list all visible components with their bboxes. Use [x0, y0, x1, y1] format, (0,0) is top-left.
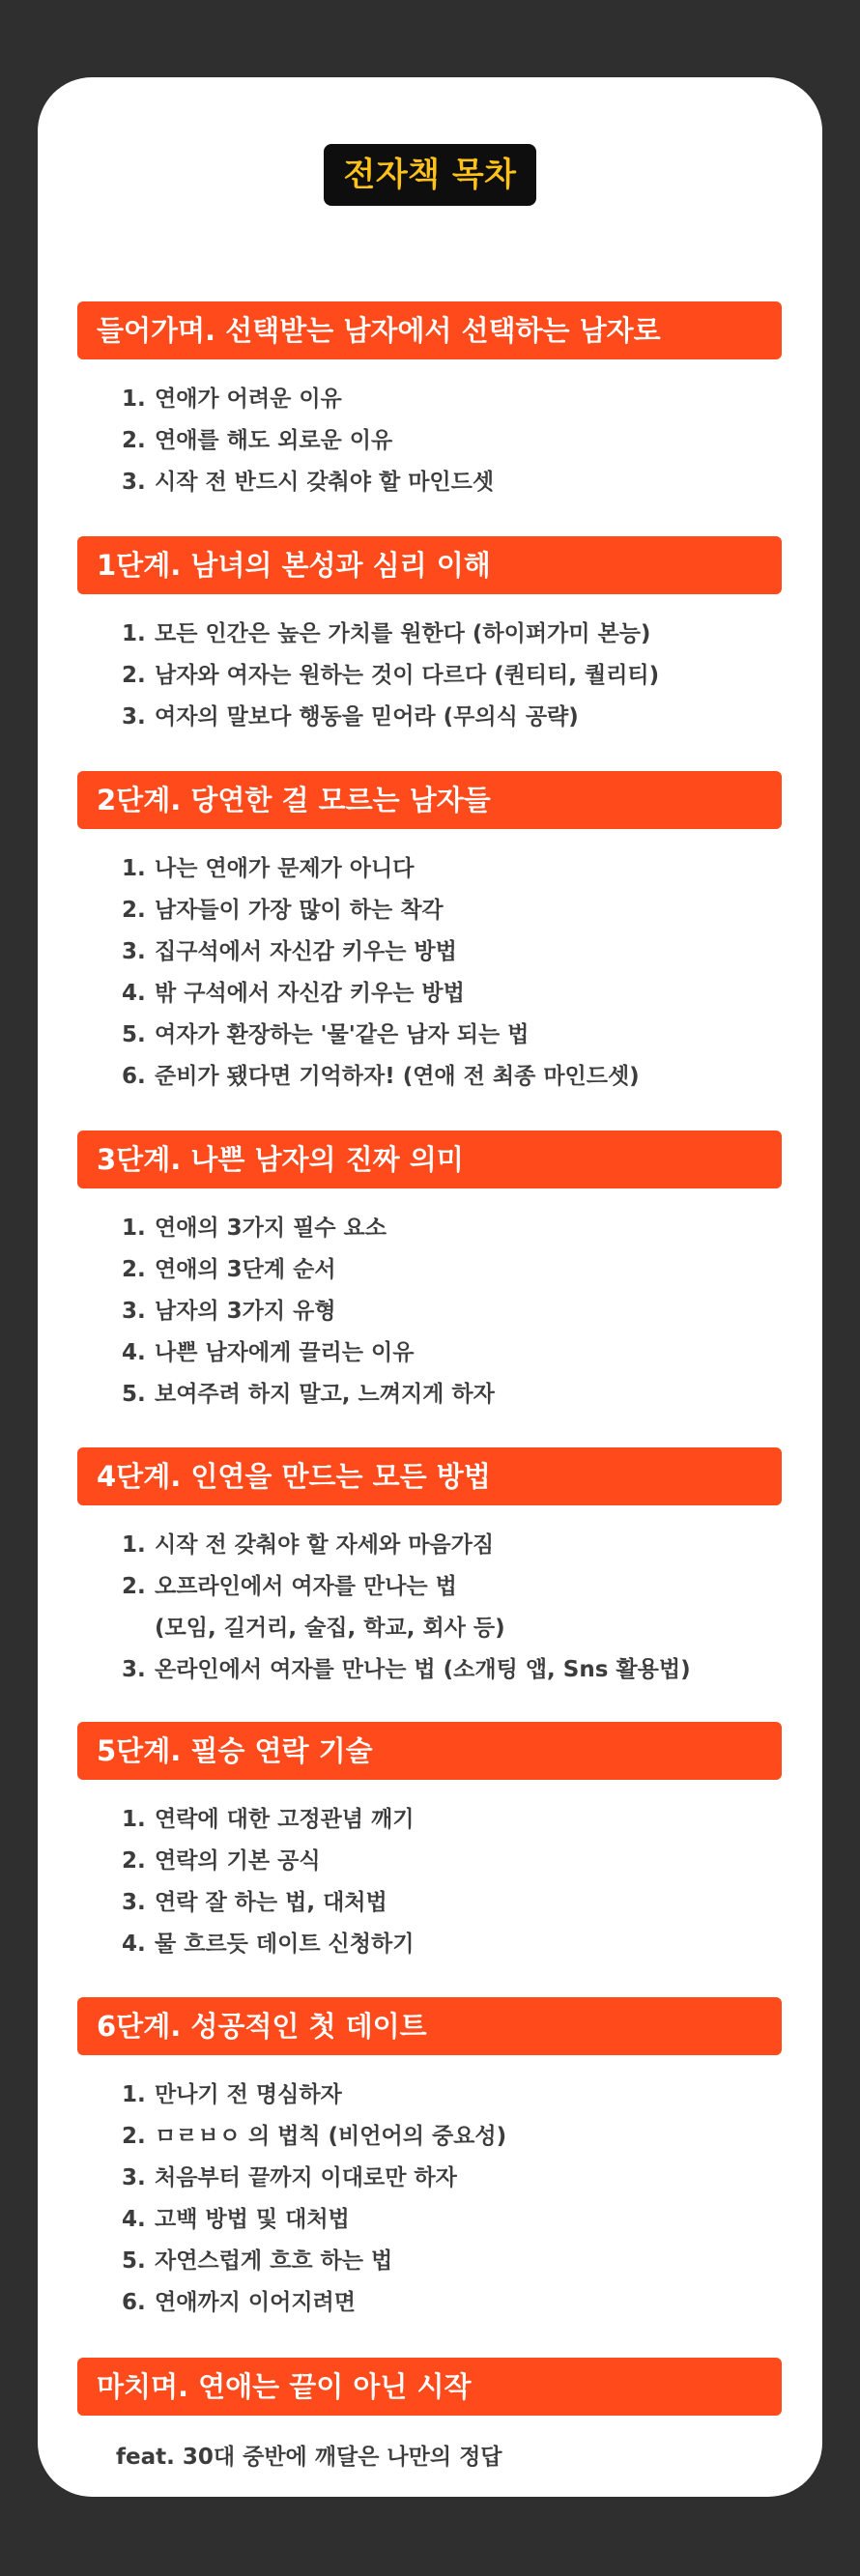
- toc-item: [77, 1525, 782, 1566]
- item-text: 연락 잘 하는 법, 대처법: [155, 1890, 387, 1915]
- section-header: 들어가며. 선택받는 남자에서 선택하는 남자로: [77, 301, 782, 359]
- item-number: 1.: [122, 1216, 146, 1241]
- item-text: 연락에 대한 고정관념 깨기: [155, 1807, 415, 1832]
- toc-item: [77, 890, 782, 931]
- toc-item: [77, 1332, 782, 1374]
- item-number: 6.: [122, 1064, 146, 1089]
- item-text: 만나기 전 명심하자: [155, 2082, 342, 2107]
- toc-item: [77, 1291, 782, 1332]
- toc-card: [38, 77, 822, 2497]
- item-number: 3.: [122, 1890, 146, 1915]
- toc-item: [77, 697, 782, 738]
- item-number: 4.: [122, 981, 146, 1006]
- item-number: 5.: [122, 1382, 146, 1407]
- item-text: 연애를 해도 외로운 이유: [155, 428, 393, 453]
- section-header: 4단계. 인연을 만드는 모든 방법: [77, 1447, 782, 1505]
- item-number: 3.: [122, 1657, 146, 1682]
- section-items: [77, 1525, 782, 1691]
- item-number: 3.: [122, 939, 146, 964]
- toc-item: [77, 1374, 782, 1416]
- toc-item: [77, 655, 782, 697]
- item-text: 오프라인에서 여자를 만나는 법: [155, 1574, 457, 1599]
- item-text: 남자들이 가장 많이 하는 착각: [155, 898, 444, 923]
- item-text: 밖 구석에서 자신감 키우는 방법: [155, 981, 465, 1006]
- item-text: 연애가 어려운 이유: [155, 386, 342, 412]
- toc-section: [77, 771, 782, 1098]
- item-number: 2.: [122, 2124, 146, 2149]
- item-number: 3.: [122, 2165, 146, 2190]
- section-header: 2단계. 당연한 걸 모르는 남자들: [77, 771, 782, 829]
- item-number: 1.: [122, 856, 146, 881]
- toc-item: [77, 1056, 782, 1098]
- toc-item: [77, 1608, 782, 1649]
- toc-item: [77, 1566, 782, 1608]
- item-text: 연애의 3단계 순서: [155, 1257, 336, 1282]
- toc-item: [77, 2199, 782, 2241]
- item-text: 나쁜 남자에게 끌리는 이유: [155, 1340, 415, 1365]
- item-text: 연애까지 이어지려면: [155, 2290, 356, 2315]
- toc-section: [77, 1131, 782, 1416]
- item-number: 2.: [122, 1848, 146, 1874]
- item-number: 2.: [122, 1574, 146, 1599]
- item-number: 5.: [122, 2248, 146, 2274]
- item-number: 2.: [122, 663, 146, 688]
- item-number: 3.: [122, 1299, 146, 1324]
- item-text: 모든 인간은 높은 가치를 원한다 (하이퍼가미 본능): [155, 621, 651, 646]
- item-number: 1.: [122, 1807, 146, 1832]
- toc-item: [77, 614, 782, 655]
- toc-section: [77, 1722, 782, 1965]
- section-header: 마치며. 연애는 끝이 아닌 시작: [77, 2358, 782, 2416]
- item-text: 연락의 기본 공식: [155, 1848, 321, 1874]
- section-items: [77, 2075, 782, 2324]
- item-text: 고백 방법 및 대처법: [155, 2207, 350, 2232]
- item-text: 시작 전 반드시 갖춰야 할 마인드셋: [155, 470, 495, 495]
- toc-section: [77, 1447, 782, 1691]
- toc-item: [77, 1882, 782, 1924]
- toc-item: [77, 379, 782, 420]
- section-items: [77, 1799, 782, 1965]
- toc-item: [77, 420, 782, 462]
- item-number: 2.: [122, 428, 146, 453]
- toc-item: [77, 2282, 782, 2324]
- section-items: [77, 379, 782, 503]
- page-title: 전자책 목차: [324, 144, 535, 206]
- item-text: 나는 연애가 문제가 아니다: [155, 856, 415, 881]
- toc-item: [77, 1015, 782, 1056]
- item-number: 6.: [122, 2290, 146, 2315]
- toc-item: [77, 1649, 782, 1691]
- toc-section: [77, 301, 782, 503]
- section-header: 1단계. 남녀의 본성과 심리 이해: [77, 536, 782, 594]
- title-wrap: [38, 144, 822, 206]
- item-text: 처음부터 끝까지 이대로만 하자: [155, 2165, 457, 2190]
- toc-item: [77, 931, 782, 973]
- item-number: 5.: [122, 1022, 146, 1047]
- item-number: 2.: [122, 898, 146, 923]
- section-items: [77, 848, 782, 1098]
- toc-item: [77, 2116, 782, 2158]
- toc-item: [77, 2158, 782, 2199]
- toc-item: [77, 848, 782, 890]
- toc-item: [77, 462, 782, 503]
- item-number: 4.: [122, 1340, 146, 1365]
- toc-item: [77, 2241, 782, 2282]
- item-text: (모임, 길거리, 술집, 학교, 회사 등): [155, 1616, 505, 1641]
- item-number: 1.: [122, 1532, 146, 1558]
- toc-item: [77, 1924, 782, 1965]
- item-text: 집구석에서 자신감 키우는 방법: [155, 939, 457, 964]
- item-text: 남자의 3가지 유형: [155, 1299, 336, 1324]
- item-text: ㅁㄹㅂㅇ 의 법칙 (비언어의 중요성): [155, 2124, 507, 2149]
- toc-item: [77, 1799, 782, 1841]
- toc-section: [77, 1997, 782, 2324]
- toc-item: [77, 1249, 782, 1291]
- item-number: 4.: [122, 2207, 146, 2232]
- item-text: 남자와 여자는 원하는 것이 다르다 (퀀티티, 퀄리티): [155, 663, 660, 688]
- toc-section: [77, 2358, 782, 2478]
- item-text: 자연스럽게 흐흐 하는 법: [155, 2248, 393, 2274]
- section-items: [77, 614, 782, 738]
- item-text: 물 흐르듯 데이트 신청하기: [155, 1932, 415, 1957]
- toc-item: [77, 1208, 782, 1249]
- item-text: 시작 전 갖춰야 할 자세와 마음가짐: [155, 1532, 495, 1558]
- toc-item: [77, 973, 782, 1015]
- item-text: 여자가 환장하는 '물'같은 남자 되는 법: [155, 1022, 530, 1047]
- item-number: 1.: [122, 2082, 146, 2107]
- item-number: 1.: [122, 621, 146, 646]
- item-text: 온라인에서 여자를 만나는 법 (소개팅 앱, Sns 활용법): [155, 1657, 691, 1682]
- item-text: 보여주려 하지 말고, 느껴지게 하자: [155, 1382, 495, 1407]
- item-text: 준비가 됐다면 기억하자! (연애 전 최종 마인드셋): [155, 1064, 640, 1089]
- item-text: 연애의 3가지 필수 요소: [155, 1216, 387, 1241]
- toc-item: [77, 1841, 782, 1882]
- section-header: 6단계. 성공적인 첫 데이트: [77, 1997, 782, 2055]
- closing-note: feat. 30대 중반에 깨달은 나만의 정답: [116, 2445, 502, 2470]
- section-header: 5단계. 필승 연락 기술: [77, 1722, 782, 1780]
- item-text: 여자의 말보다 행동을 믿어라 (무의식 공략): [155, 704, 579, 730]
- item-number: 2.: [122, 1257, 146, 1282]
- item-number: 3.: [122, 470, 146, 495]
- item-number: 4.: [122, 1932, 146, 1957]
- item-number: 1.: [122, 386, 146, 412]
- section-header: 3단계. 나쁜 남자의 진짜 의미: [77, 1131, 782, 1188]
- item-number: 3.: [122, 704, 146, 730]
- toc-section: [77, 536, 782, 738]
- section-items: [77, 1208, 782, 1416]
- toc-item: [77, 2075, 782, 2116]
